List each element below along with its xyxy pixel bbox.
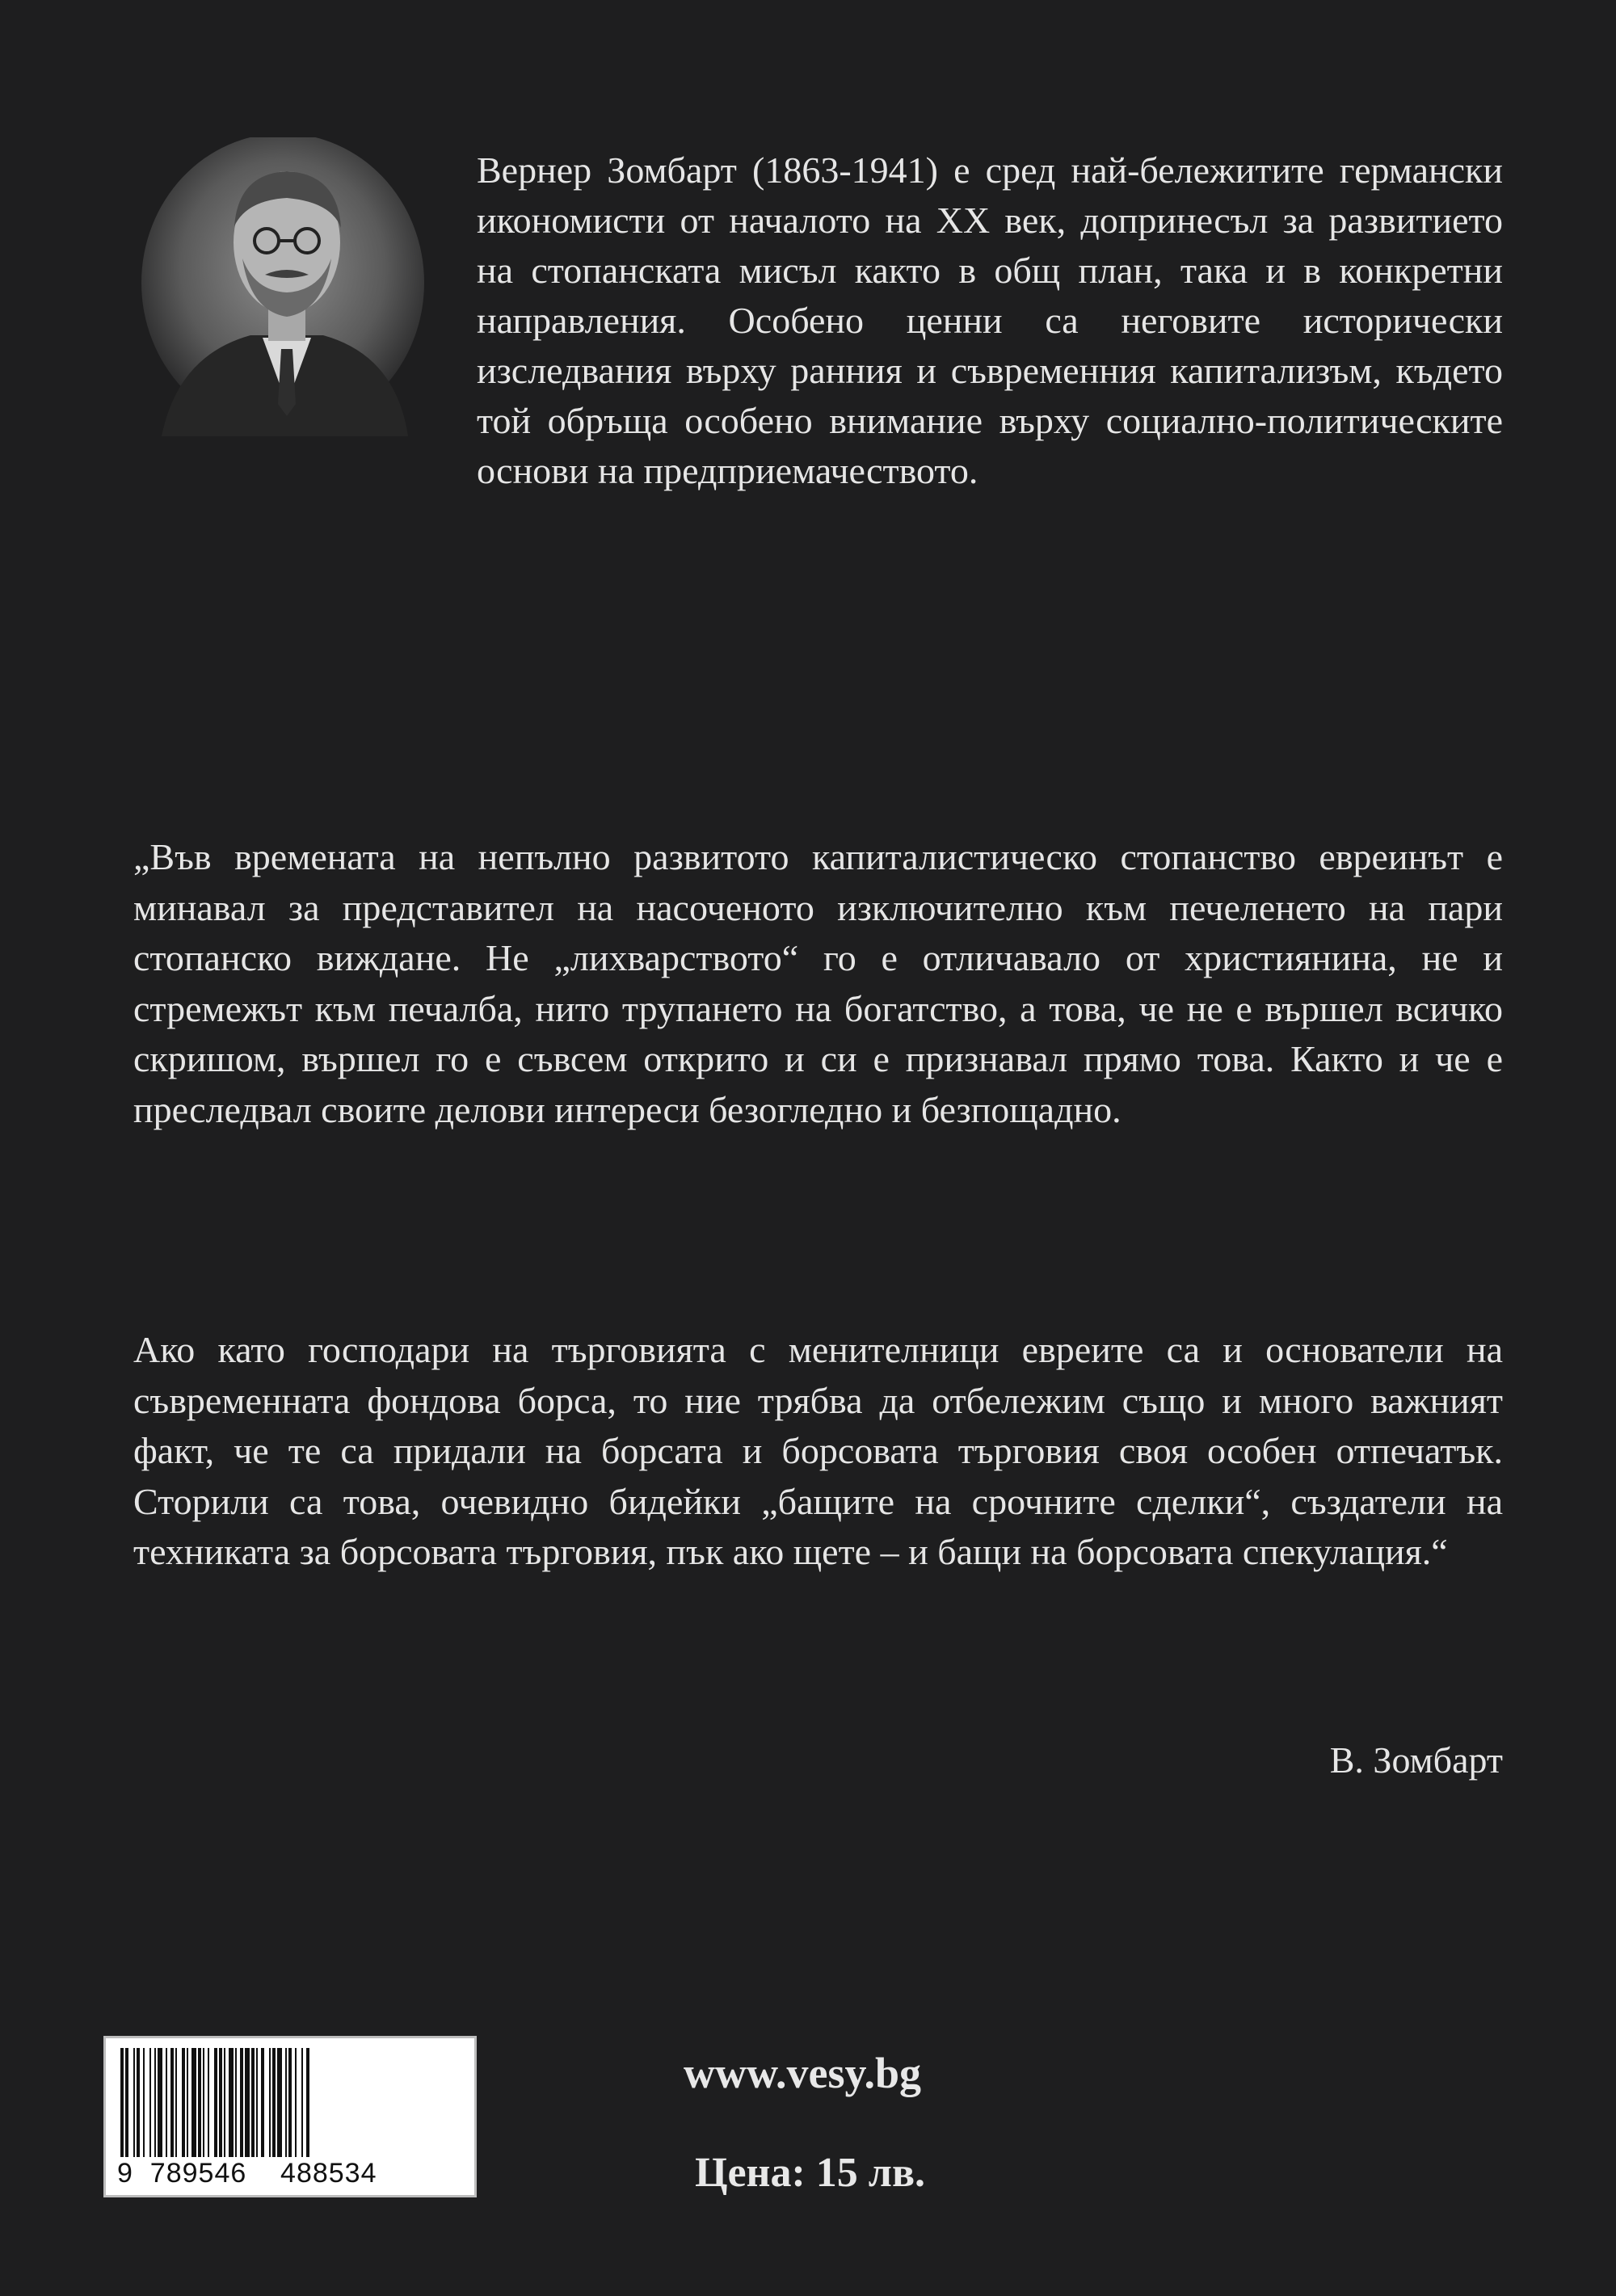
barcode-bar (219, 2048, 222, 2157)
isbn-barcode (103, 2036, 477, 2197)
barcode-bar (229, 2048, 234, 2157)
barcode-bar (166, 2048, 167, 2157)
barcode-bar (208, 2048, 209, 2157)
portrait-space (129, 145, 477, 493)
barcode-bar (251, 2048, 255, 2157)
barcode-bar (306, 2048, 309, 2157)
barcode-bar (154, 2048, 156, 2157)
barcode-bar (149, 2048, 151, 2157)
barcode-bars (117, 2048, 465, 2157)
barcode-bar (277, 2048, 282, 2157)
barcode-bar (295, 2048, 297, 2157)
barcode-bar (288, 2048, 292, 2157)
barcode-bar (245, 2048, 250, 2157)
barcode-bar (285, 2048, 287, 2157)
barcode-bar (187, 2048, 188, 2157)
barcode-bar (175, 2048, 177, 2157)
author-bio (129, 145, 1503, 496)
barcode-bar (191, 2048, 196, 2157)
barcode-bar (182, 2048, 185, 2157)
barcode-bar (133, 2048, 135, 2157)
barcode-bar (261, 2048, 264, 2157)
barcode-bar (235, 2048, 237, 2157)
barcode-bar (143, 2048, 145, 2157)
barcode-bar (137, 2048, 140, 2157)
barcode-bar (125, 2048, 128, 2157)
publisher-website: www.vesy.bg (684, 2049, 922, 2097)
barcode-bar (272, 2048, 276, 2157)
barcode-bar (158, 2048, 162, 2157)
barcode-bar (269, 2048, 271, 2157)
quote-paragraph-2: Ако като господари на търговията с менителници евреите са и основатели на съвременната фондова борса, то ние трябва да отбележим също и много важният факт, че те са придали на борсата и борсовата търговия своя особен отпечатък. Сторили са това, очевидно бидейки „бащите на срочните сделки“, създатели на техниката за борсовата търговия, пък ако щете – и бащи на борсовата спекулация.“ (133, 1329, 1503, 1572)
price-label: Цена: 15 лв. (695, 2150, 926, 2196)
barcode-bar (214, 2048, 217, 2157)
barcode-bar (256, 2048, 258, 2157)
author-bio-text: Вернер Зомбарт (1863-1941) е сред най-бележитите германски икономисти от началото на XX век, допринесъл за развитието на стопанската мисъл както в общ план, така и в конкретни направления. Особено ценни са неговите исторически изследвания върху ранния и съвременния капитализъм, където той обръща особено внимание върху социално-политическите основи на предприемачеството. (477, 149, 1503, 491)
quote-paragraph-1: „Във времената на непълно развитото капиталистическо стопанство евреинът е минавал за представител на насоченото изключително към печеленето на пари стопанско виждане. Не „лихварството“ го е отличавало от християнина, не и стремежът към печалба, нито трупането на богатство, а това, че не е вършел всичко скришом, вършел го е съвсем открито и си е признавал прямо това. Както и че е преследвал своите делови интереси безогледно и безпощадно. (133, 836, 1503, 1130)
barcode-bar (120, 2048, 124, 2157)
barcode-bar (203, 2048, 204, 2157)
barcode-bar (198, 2048, 201, 2157)
barcode-bar (224, 2048, 225, 2157)
barcode-bar (170, 2048, 174, 2157)
isbn-digits: 9 789546 488534 (117, 2158, 377, 2189)
barcode-bar (240, 2048, 243, 2157)
quote-signature: В. Зомбарт (1329, 1739, 1503, 1781)
barcode-bar (301, 2048, 303, 2157)
